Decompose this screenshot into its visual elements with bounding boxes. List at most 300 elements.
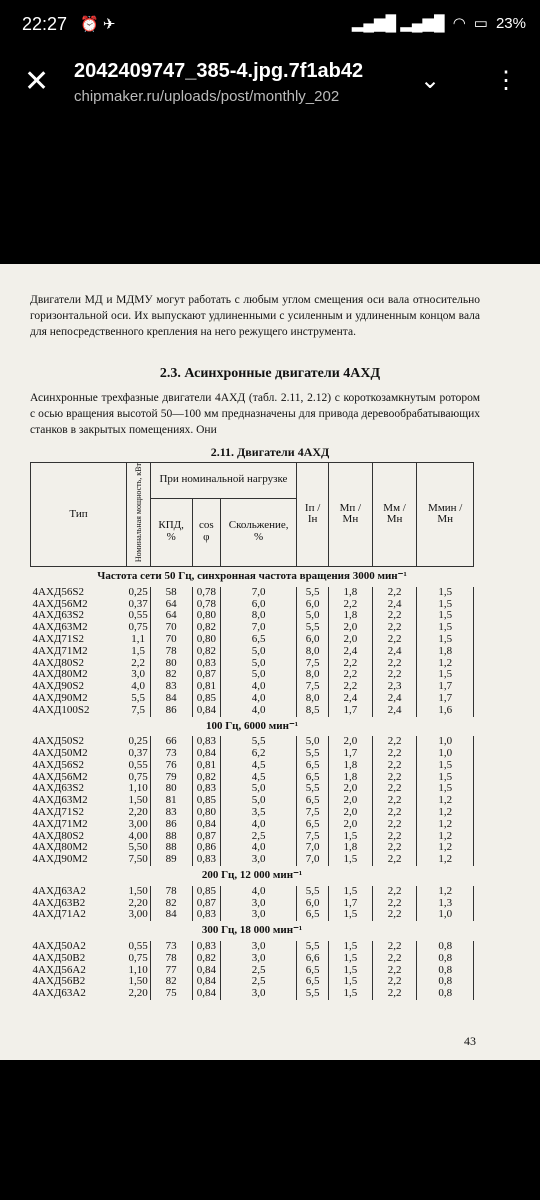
table-cell: 7,0 [221,587,297,599]
close-icon[interactable]: ✕ [24,65,50,98]
table-title: 2.11. Двигатели 4АХД [210,445,330,459]
table-cell: 2,0 [329,634,373,646]
group-title: Частота сети 50 Гц, синхронная частота вращения 3000 мин⁻¹ [97,569,407,582]
table-cell: 2,0 [329,807,373,819]
table-cell: 1,5 [417,622,474,634]
table-cell: 4,0 [221,681,297,693]
table-cell: 2,2 [127,658,151,670]
table-cell: 0,8 [417,976,474,988]
table-cell: 4АХД50А2 [32,940,86,953]
table-cell: 2,2 [372,886,417,898]
table-row [31,705,474,717]
table-cell: 78 [150,886,192,898]
status-right [352,14,526,32]
table-cell: 1,7 [329,705,373,717]
table-cell: 0,55 [127,760,151,772]
table-row [31,909,474,921]
table-cell: 70 [150,622,192,634]
page-number: 43 [464,1034,476,1048]
table-cell: 84 [150,693,192,705]
table-cell: 2,2 [372,772,417,784]
table-cell: 82 [150,976,192,988]
table-cell: 0,55 [127,610,151,622]
table-cell: 0,78 [192,587,221,599]
table-cell: 2,5 [221,831,297,843]
table-cell: 1,5 [329,831,373,843]
table-cell: 2,2 [372,988,417,1000]
table-cell: 2,3 [372,681,417,693]
battery-icon: ▭ [473,15,488,32]
table-cell: 4АХД63М2 [32,794,88,807]
table-cell: 1,0 [417,748,474,760]
table-cell: 0,25 [127,736,151,748]
table-cell: 0,8 [417,941,474,953]
table-row [31,693,474,705]
table-cell: 4АХД90М2 [32,853,88,866]
table-row [31,819,474,831]
table-cell: 8,5 [297,705,329,717]
table-cell: 6,5 [297,965,329,977]
table-cell: 0,81 [192,760,221,772]
chevron-down-icon[interactable]: ⌄ [420,67,441,94]
table-cell: 1,5 [417,587,474,599]
table-cell: 2,2 [372,831,417,843]
table-cell: 1,5 [329,976,373,988]
table-cell: 2,2 [372,819,417,831]
table-cell: 83 [150,681,192,693]
table-cell: 2,2 [372,669,417,681]
group-title: 300 Гц, 18 000 мин⁻¹ [201,924,303,937]
table-cell: 0,80 [192,634,221,646]
table-cell: 4АХД80М2 [32,668,88,681]
table-cell: 1,2 [417,795,474,807]
group-title: 200 Гц, 12 000 мин⁻¹ [201,869,303,882]
table-cell: 6,5 [297,976,329,988]
table-cell: 4АХД100S2 [32,703,90,716]
table-cell: 2,2 [372,760,417,772]
table-cell: 4,0 [221,886,297,898]
table-cell: 8,0 [297,669,329,681]
table-cell: 4,5 [221,760,297,772]
table-body [31,566,474,1000]
table-cell: 4АХД63А2 [32,884,86,897]
table-cell: 1,6 [417,705,474,717]
table-cell: 0,84 [192,976,221,988]
table-cell: 4АХД50S2 [32,735,85,748]
table-cell: 2,0 [329,783,373,795]
table-cell: 2,2 [329,658,373,670]
table-cell: 75 [150,988,192,1000]
header-ip: Iп / Iн [297,463,329,567]
table-row [31,587,474,599]
table-cell: 0,83 [192,909,221,921]
table-cell: 8,0 [221,610,297,622]
paragraph-2: Асинхронные трехфазные двигатели 4АХД (табл. 2.11, 2.12) с короткозамкнутым ротором с осью вращения высотой 50—100 мм предназначены для привода деревообрабатывающих станков в закрытых помещениях. Они [30,392,480,436]
table-cell: 3,00 [127,909,151,921]
table-cell: 0,81 [192,681,221,693]
table-cell: 3,0 [221,941,297,953]
table-cell: 0,85 [192,795,221,807]
table-cell: 1,50 [127,795,151,807]
table-cell: 2,2 [372,898,417,910]
table-cell: 4АХД56М2 [32,770,88,783]
clock: 22:27 [22,14,68,34]
table-cell: 3,0 [221,898,297,910]
paragraph-1: Двигатели МД и МДМУ могут работать с любым углом смещения оси вала относительно горизонтальной оси. Их выпускают удлиненными с усиленным и удлиненным концом вала для непосредственного крепления на него режущего инструмента. [30,294,480,338]
table-row [31,634,474,646]
table-cell: 0,83 [192,658,221,670]
table-cell: 6,0 [297,634,329,646]
table-cell: 5,5 [297,941,329,953]
table-cell: 2,20 [127,988,151,1000]
header-eff: КПД, % [150,498,192,566]
table-cell: 0,84 [192,819,221,831]
table-row [31,886,474,898]
file-url: chipmaker.ru/uploads/post/monthly_202 [74,88,340,105]
table-cell: 2,4 [329,693,373,705]
table-cell: 0,78 [192,599,221,611]
table-cell: 83 [150,807,192,819]
table-cell: 7,5 [297,681,329,693]
table-cell: 1,5 [127,646,151,658]
table-cell: 1,5 [417,610,474,622]
table-cell: 73 [150,748,192,760]
header-mmin: Ммин / Мн [417,463,474,567]
table-cell: 1,5 [417,669,474,681]
table-cell: 0,75 [127,953,151,965]
table-cell: 89 [150,854,192,866]
table-cell: 0,86 [192,842,221,854]
section-heading: 2.3. Асинхронные двигатели 4АХД [159,366,381,381]
table-cell: 1,8 [329,587,373,599]
table-cell: 79 [150,772,192,784]
file-title: 2042409747_385-4.jpg.7f1ab42 [74,60,364,82]
table-cell: 4АХД63S2 [32,782,85,795]
table-cell: 0,80 [192,610,221,622]
table-cell: 5,0 [297,736,329,748]
header-cos: cos φ [192,498,221,566]
table-cell: 4АХД56S2 [32,758,85,771]
header-power: Номинальная мощность, кВт [127,463,151,567]
table-cell: 0,8 [417,953,474,965]
table-cell: 1,2 [417,854,474,866]
table-cell: 0,83 [192,783,221,795]
document-image [0,264,540,1060]
table-row [31,988,474,1000]
table-cell: 2,2 [372,941,417,953]
table-cell: 2,4 [372,693,417,705]
table-cell: 0,87 [192,898,221,910]
table-cell: 2,2 [372,610,417,622]
table-cell: 80 [150,783,192,795]
table-cell: 0,83 [192,736,221,748]
table-cell: 2,2 [372,622,417,634]
table-cell: 1,5 [329,854,373,866]
table-cell: 78 [150,646,192,658]
signal-icon: ▂▄▆█ ▂▄▆█ [351,15,445,32]
table-cell: 4АХД63S2 [32,609,85,622]
table-cell: 2,5 [221,965,297,977]
table-cell: 4АХД63В2 [32,896,86,909]
table-cell: 4АХД50В2 [32,951,86,964]
table-cell: 4АХД50М2 [32,747,88,760]
table-cell: 4АХД56М2 [32,597,88,610]
header-slip: Скольжение, % [221,498,297,566]
table-cell: 7,0 [297,842,329,854]
table-cell: 0,37 [127,748,151,760]
table-cell: 0,87 [192,831,221,843]
table-cell: 1,8 [417,646,474,658]
table-cell: 0,84 [192,705,221,717]
table-cell: 6,5 [297,795,329,807]
table-cell: 1,5 [417,783,474,795]
table-cell: 5,5 [297,988,329,1000]
table-cell: 1,5 [329,965,373,977]
table-cell: 4,5 [221,772,297,784]
table-cell: 4АХД90М2 [32,691,88,704]
table-cell: 1,3 [417,898,474,910]
table-cell: 3,5 [221,807,297,819]
table-cell: 0,83 [192,854,221,866]
table-cell: 6,5 [221,634,297,646]
table-cell: 7,5 [127,705,151,717]
table-cell: 3,0 [221,909,297,921]
table-cell: 6,5 [297,772,329,784]
motor-table [30,462,474,1000]
table-cell: 6,0 [297,599,329,611]
table-cell: 1,10 [127,783,151,795]
table-cell: 2,4 [329,646,373,658]
table-cell: 2,2 [372,909,417,921]
table-cell: 82 [150,898,192,910]
table-cell: 1,2 [417,842,474,854]
table-cell: 1,50 [127,976,151,988]
table-cell: 2,2 [372,783,417,795]
table-cell: 0,84 [192,965,221,977]
table-cell: 1,5 [417,599,474,611]
table-cell: 2,0 [329,795,373,807]
header-mp: Мп / Мн [329,463,373,567]
table-cell: 1,1 [127,634,151,646]
table-cell: 2,2 [372,842,417,854]
table-cell: 0,82 [192,953,221,965]
table-cell: 4,0 [221,842,297,854]
table-cell: 4,0 [221,693,297,705]
group-header [31,866,474,886]
table-cell: 1,8 [329,842,373,854]
more-menu-icon[interactable]: ⋮ [494,67,518,94]
table-cell: 0,85 [192,886,221,898]
table-cell: 1,5 [417,634,474,646]
table-cell: 0,84 [192,988,221,1000]
table-cell: 7,5 [297,658,329,670]
table-cell: 0,75 [127,622,151,634]
table-cell: 0,85 [192,693,221,705]
table-cell: 4АХД71М2 [32,644,88,657]
table-cell: 0,80 [192,807,221,819]
table-cell: 0,75 [127,772,151,784]
table-cell: 2,2 [372,854,417,866]
table-cell: 2,2 [329,669,373,681]
table-cell: 3,0 [221,988,297,1000]
table-cell: 4,0 [221,705,297,717]
table-cell: 4,0 [221,819,297,831]
table-cell: 2,2 [372,658,417,670]
table-cell: 1,2 [417,658,474,670]
table-cell: 5,50 [127,842,151,854]
table-cell: 2,2 [372,587,417,599]
table-cell: 82 [150,669,192,681]
table-cell: 2,20 [127,807,151,819]
table-cell: 1,2 [417,831,474,843]
battery-percent: 23% [495,14,526,32]
table-cell: 2,2 [372,807,417,819]
table-cell: 2,2 [372,953,417,965]
table-cell: 0,82 [192,772,221,784]
table-cell: 4АХД63М2 [32,621,88,634]
table-cell: 1,5 [329,909,373,921]
table-cell: 2,0 [329,622,373,634]
table-cell: 0,83 [192,941,221,953]
table-row [31,646,474,658]
table-cell: 1,5 [329,941,373,953]
table-cell: 2,2 [372,965,417,977]
table-cell: 7,0 [297,854,329,866]
table-cell: 2,4 [372,646,417,658]
table-cell: 76 [150,760,192,772]
table-cell: 1,8 [329,760,373,772]
table-cell: 5,5 [297,748,329,760]
table-cell: 3,0 [127,669,151,681]
table-cell: 2,5 [221,976,297,988]
table-cell: 58 [150,587,192,599]
table-cell: 1,5 [329,953,373,965]
table-cell: 4АХД80S2 [32,656,85,669]
table-cell: 2,20 [127,898,151,910]
table-cell: 7,50 [127,854,151,866]
table-cell: 1,8 [329,772,373,784]
table-cell: 0,87 [192,669,221,681]
table-cell: 2,4 [372,705,417,717]
table-cell: 2,2 [372,634,417,646]
table-cell: 5,5 [127,693,151,705]
table-cell: 4АХД71М2 [32,817,88,830]
table-cell: 6,5 [297,909,329,921]
table-cell: 5,0 [221,795,297,807]
table-row [31,953,474,965]
table-cell: 0,82 [192,646,221,658]
header-load: При номинальной нагрузке [150,463,296,499]
table-row [31,854,474,866]
table-cell: 0,55 [127,941,151,953]
table-cell: 1,0 [417,909,474,921]
table-cell: 2,4 [372,599,417,611]
table-cell: 66 [150,736,192,748]
table-cell: 1,5 [417,760,474,772]
group-header [31,717,474,737]
table-cell: 5,5 [297,622,329,634]
table-cell: 7,5 [297,831,329,843]
table-cell: 73 [150,941,192,953]
table-cell: 1,5 [329,988,373,1000]
table-cell: 0,37 [127,599,151,611]
table-cell: 1,7 [417,693,474,705]
table-cell: 4АХД80S2 [32,829,85,842]
table-cell: 2,2 [372,976,417,988]
table-cell: 5,5 [221,736,297,748]
table-cell: 64 [150,599,192,611]
table-cell: 81 [150,795,192,807]
table-cell: 1,7 [329,898,373,910]
table-cell: 1,2 [417,886,474,898]
table-cell: 4,0 [127,681,151,693]
table-cell: 5,0 [221,783,297,795]
table-cell: 1,10 [127,965,151,977]
table-cell: 8,0 [297,693,329,705]
table-cell: 1,2 [417,819,474,831]
table-cell: 84 [150,909,192,921]
table-cell: 6,2 [221,748,297,760]
table-cell: 3,0 [221,953,297,965]
table-cell: 6,5 [297,819,329,831]
table-cell: 8,0 [297,646,329,658]
header-mm: Мм / Мн [372,463,417,567]
table-cell: 5,0 [221,646,297,658]
table-cell: 5,5 [297,783,329,795]
table-cell: 88 [150,842,192,854]
table-cell: 2,2 [372,748,417,760]
table-cell: 4АХД71S2 [32,632,85,645]
table-cell: 2,2 [372,736,417,748]
wifi-icon: ◠ [452,15,466,32]
viewer-toolbar [0,52,540,122]
table-cell: 86 [150,705,192,717]
table-cell: 3,00 [127,819,151,831]
table-cell: 78 [150,953,192,965]
table-cell: 86 [150,819,192,831]
table-cell: 5,0 [221,669,297,681]
table-cell: 4,00 [127,831,151,843]
table-cell: 0,8 [417,988,474,1000]
table-cell: 4АХД63А2 [32,987,86,1000]
table-cell: 3,0 [221,854,297,866]
table-cell: 1,7 [329,748,373,760]
table-cell: 4АХД71А2 [32,908,86,921]
group-header [31,566,474,586]
table-cell: 64 [150,610,192,622]
group-title: 100 Гц, 6000 мин⁻¹ [205,719,299,732]
table-cell: 4АХД56S2 [32,585,85,598]
table-cell: 6,5 [297,760,329,772]
table-cell: 1,50 [127,886,151,898]
table-cell: 1,5 [417,772,474,784]
table-cell: 1,5 [329,886,373,898]
table-cell: 4АХД56В2 [32,975,86,988]
table-cell: 5,0 [297,610,329,622]
group-header [31,921,474,941]
table-cell: 0,82 [192,622,221,634]
table-cell: 0,8 [417,965,474,977]
table-cell: 1,8 [329,610,373,622]
table-cell: 80 [150,658,192,670]
table-cell: 4АХД56А2 [32,963,86,976]
table-cell: 5,0 [221,658,297,670]
table-cell: 0,25 [127,587,151,599]
table-row [31,760,474,772]
table-cell: 7,5 [297,807,329,819]
table-cell: 70 [150,634,192,646]
table-cell: 2,0 [329,736,373,748]
